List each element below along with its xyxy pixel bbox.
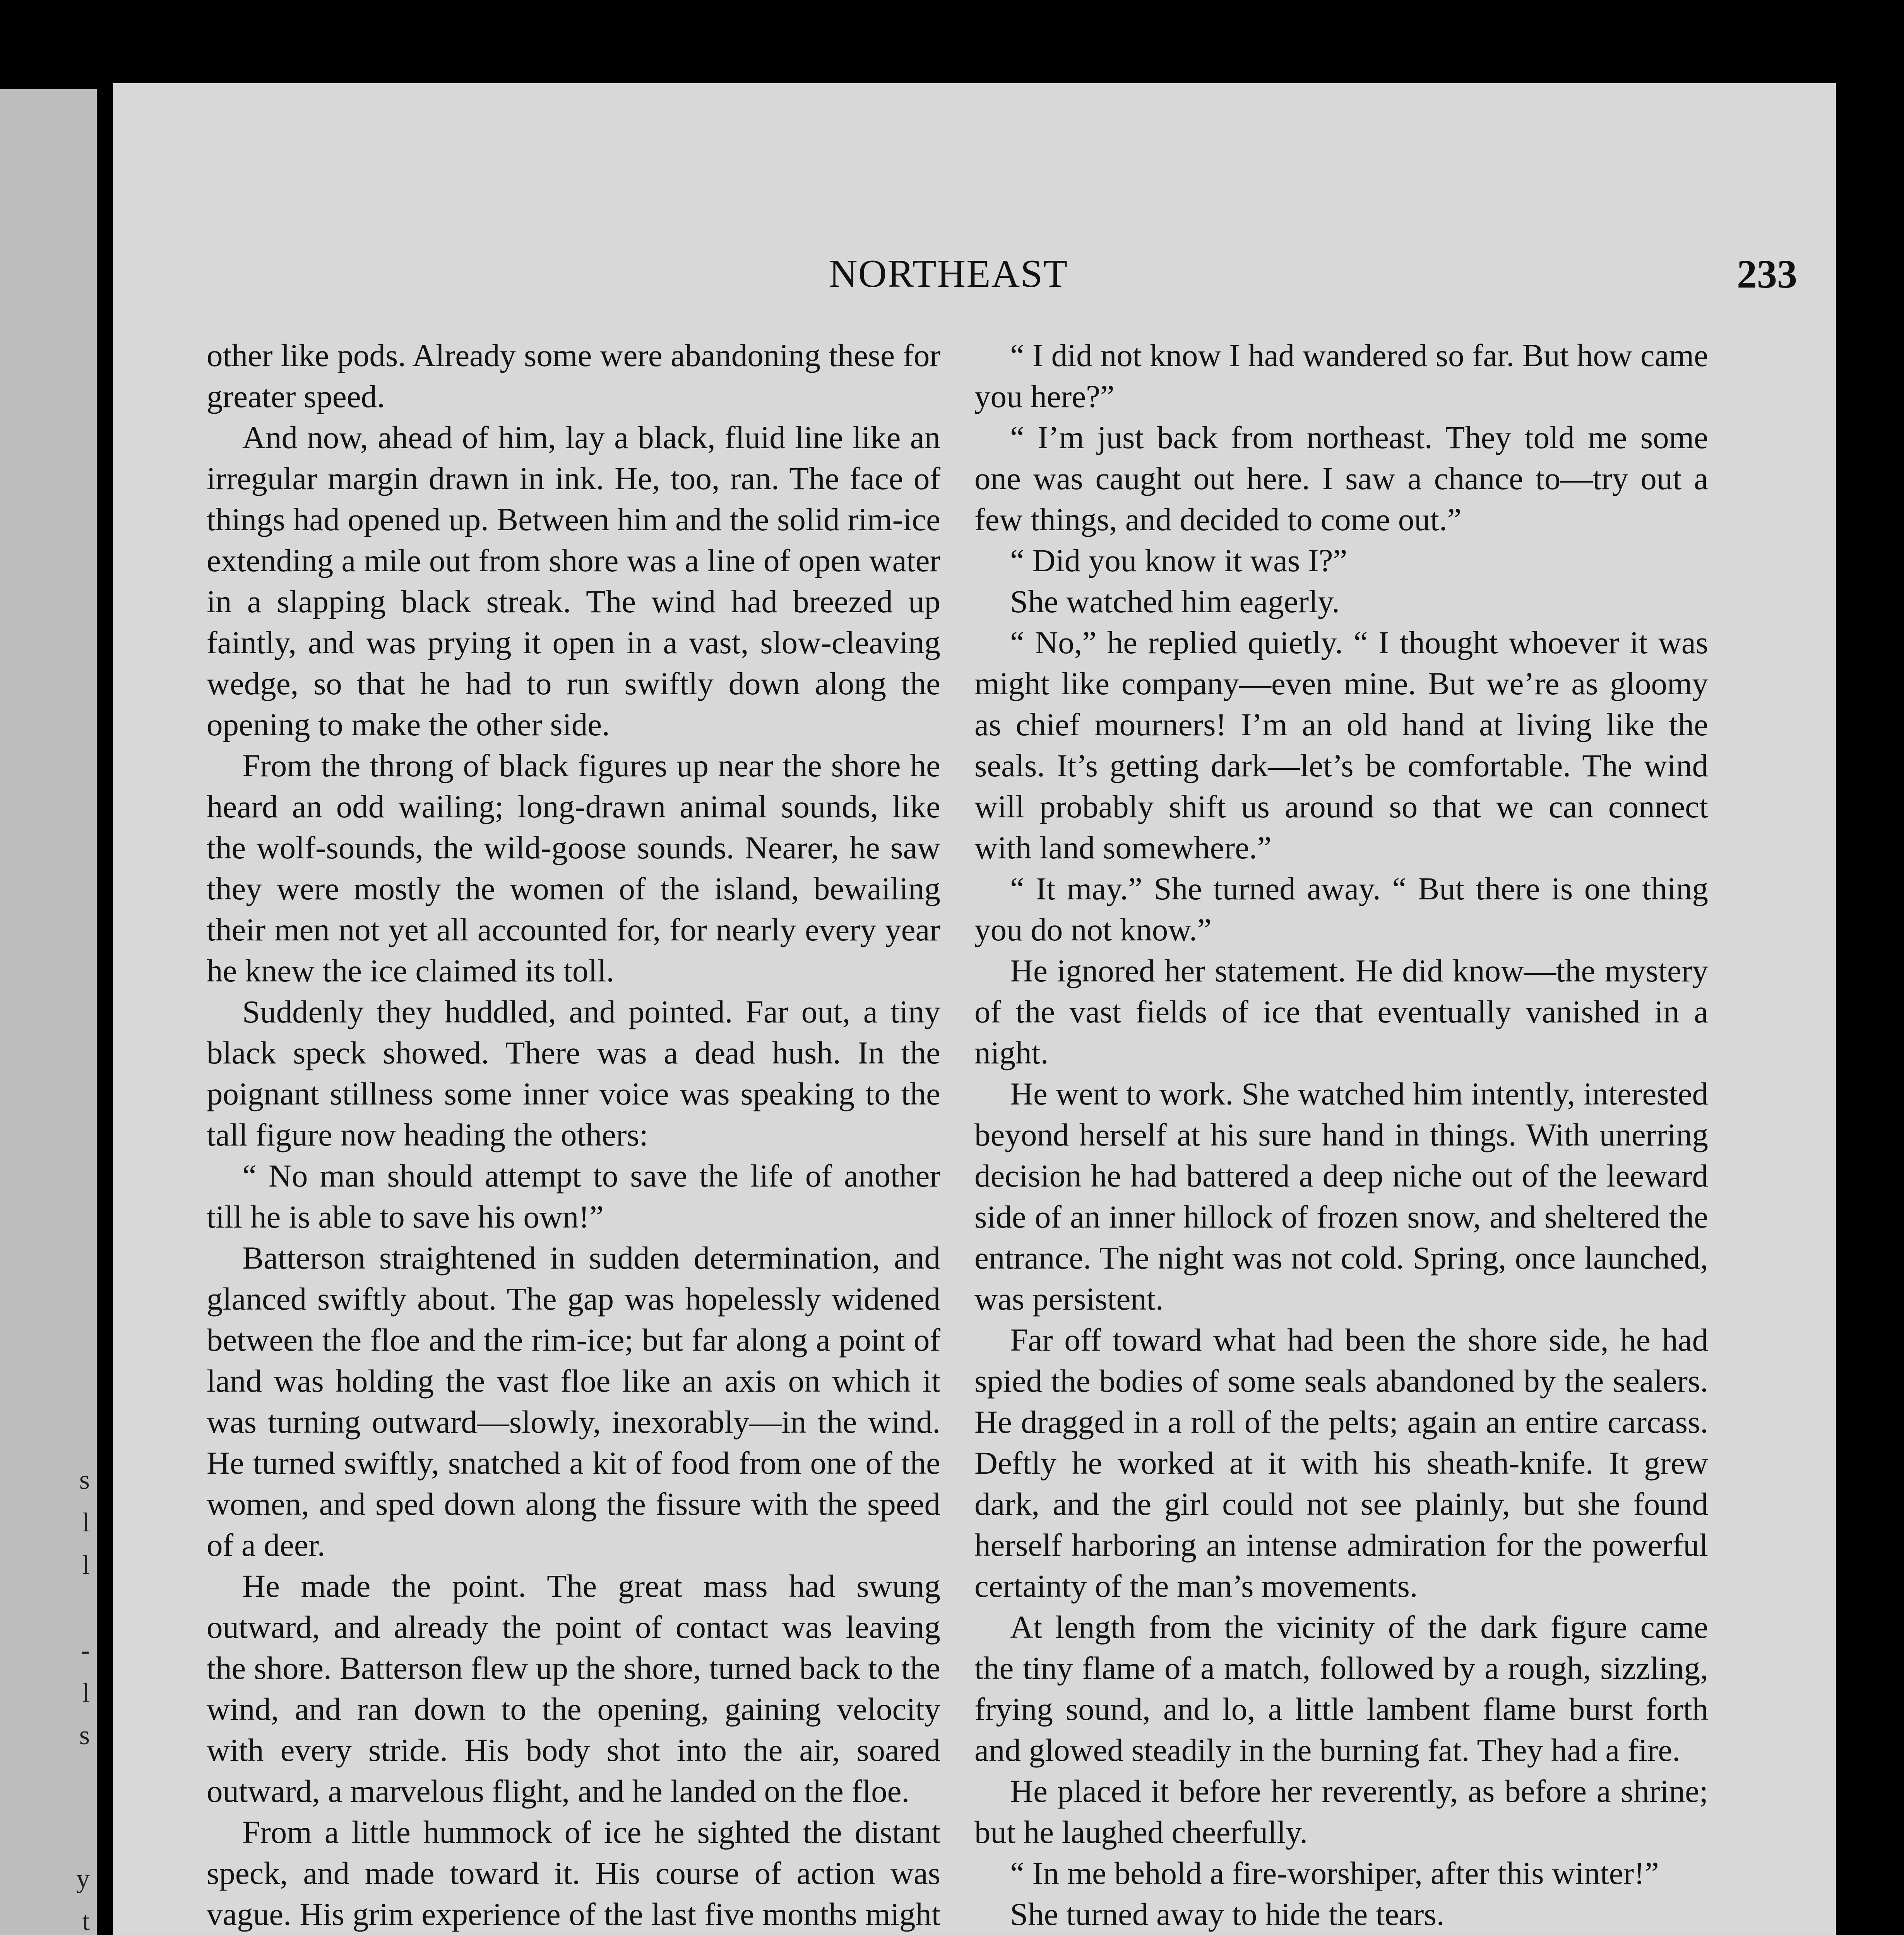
paragraph: “ In me behold a fire-worshiper, after this winter!”	[1010, 1855, 1659, 1891]
paragraph: Suddenly they huddled, and pointed. Far out, a tiny black speck showed. There was a dead hush. In the poignant stillness some inner voice was speaking to the tall figure now heading the others:	[207, 994, 940, 1152]
paragraph: He ignored her statement. He did know—the mystery of the vast fields of ice that eventually vanished in a night.	[974, 953, 1708, 1070]
paragraph: “ I’m just back from northeast. They told me some one was caught out here. I saw a chance to—try out a few things, and decided to come out.”	[974, 420, 1708, 537]
paragraph: “ No man should attempt to save the life of another till he is able to save his own!”	[207, 1158, 940, 1235]
facing-page-fragment: s	[79, 1465, 90, 1495]
facing-page-edge	[0, 89, 100, 1935]
right-text-column	[974, 335, 1708, 1935]
paragraph: He placed it before her reverently, as before a shrine; but he laughed cheerfully.	[974, 1773, 1708, 1850]
book-page	[113, 83, 1836, 1935]
facing-page-fragment: s	[79, 1721, 90, 1750]
facing-page-fragment: y	[76, 1864, 90, 1894]
paragraph: He went to work. She watched him intently, interested beyond herself at his sure hand in things. With unerring decision he had battered a deep niche out of the leeward side of an inner hillock of frozen snow, and sheltered the entrance. The night was not cold. Spring, once launched, was persistent.	[974, 1076, 1708, 1317]
paragraph: From the throng of black figures up near the shore he heard an odd wailing; long-drawn animal sounds, like the wolf-sounds, the wild-goose sounds. Nearer, he saw they were mostly the women of the island, bewailing their men not yet all accounted for, for nearly every year he knew the ice claimed its toll.	[207, 748, 940, 988]
paragraph: “ It may.” She turned away. “ But there is one thing you do not know.”	[974, 871, 1708, 947]
paragraph: Batterson straightened in sudden determination, and glanced swiftly about. The gap was hopelessly widened between the floe and the rim-ice; but far along a point of land was holding the vast floe like an axis on which it was turning outward—slowly, inexorably—in the wind. He turned swiftly, snatched a kit of food from one of the women, and sped down along the fissure with the speed of a deer.	[207, 1240, 940, 1563]
paragraph: From a little hummock of ice he sighted the distant speck, and made toward it. His course of action was vague. His grim experience of the last five months might	[207, 1814, 940, 1932]
running-head	[113, 251, 1836, 305]
paragraph: “ I did not know I had wandered so far. But how came you here?”	[974, 337, 1708, 414]
facing-page-fragment: l	[82, 1678, 90, 1708]
paragraph: “ No,” he replied quietly. “ I thought whoever it was might like company—even mine. But we’re as gloomy as chief mourners! I’m an old hand at living like the seals. It’s getting dark—let’s be comfortable. The wind will probably shift us around so that we can connect with land somewhere.”	[974, 625, 1708, 865]
paragraph: She watched him eagerly.	[1010, 584, 1340, 619]
paragraph: Far off toward what had been the shore side, he had spied the bodies of some seals abandoned by the sealers. He dragged in a roll of the pelts; again an entire carcass. Deftly he worked at it with his sheath-knife. It grew dark, and the girl could not see plainly, but she found herself harboring an intense admiration for the powerful certainty of the man’s movements.	[974, 1322, 1708, 1604]
paragraph: At length from the vicinity of the dark figure came the tiny flame of a match, followed by a rough, sizzling, frying sound, and lo, a little lambent flame burst forth and glowed steadily in the burning fat. They had a fire.	[974, 1609, 1708, 1768]
paragraph: She turned away to hide the tears.	[1010, 1896, 1445, 1932]
paragraph: He made the point. The great mass had swung outward, and already the point of contact was leaving the shore. Batterson flew up the shore, turned back to the wind, and ran down to the opening, gaining velocity with every stride. His body shot into the air, soared outward, a marvelous flight, and he landed on the floe.	[207, 1568, 940, 1809]
paragraph: “ Did you know it was I?”	[1010, 543, 1348, 578]
facing-page-fragment: l	[82, 1550, 90, 1580]
page-number: 233	[1737, 252, 1797, 296]
paragraph: other like pods. Already some were abandoning these for greater speed.	[207, 337, 940, 414]
left-text-column	[207, 335, 940, 1935]
facing-page-fragment: t	[82, 1906, 90, 1935]
page-title: NORTHEAST	[829, 252, 1068, 296]
facing-page-fragment: -	[80, 1635, 90, 1665]
paragraph: And now, ahead of him, lay a black, fluid line like an irregular margin drawn in ink. He, too, ran. The face of things had opened up. Between him and the solid rim-ice extending a mile out from shore was a line of open water in a slapping black streak. The wind had breezed up faintly, and was prying it open in a vast, slow-cleaving wedge, so that he had to run swiftly down along the opening to make the other side.	[207, 420, 940, 742]
facing-page-fragment: l	[82, 1508, 90, 1538]
